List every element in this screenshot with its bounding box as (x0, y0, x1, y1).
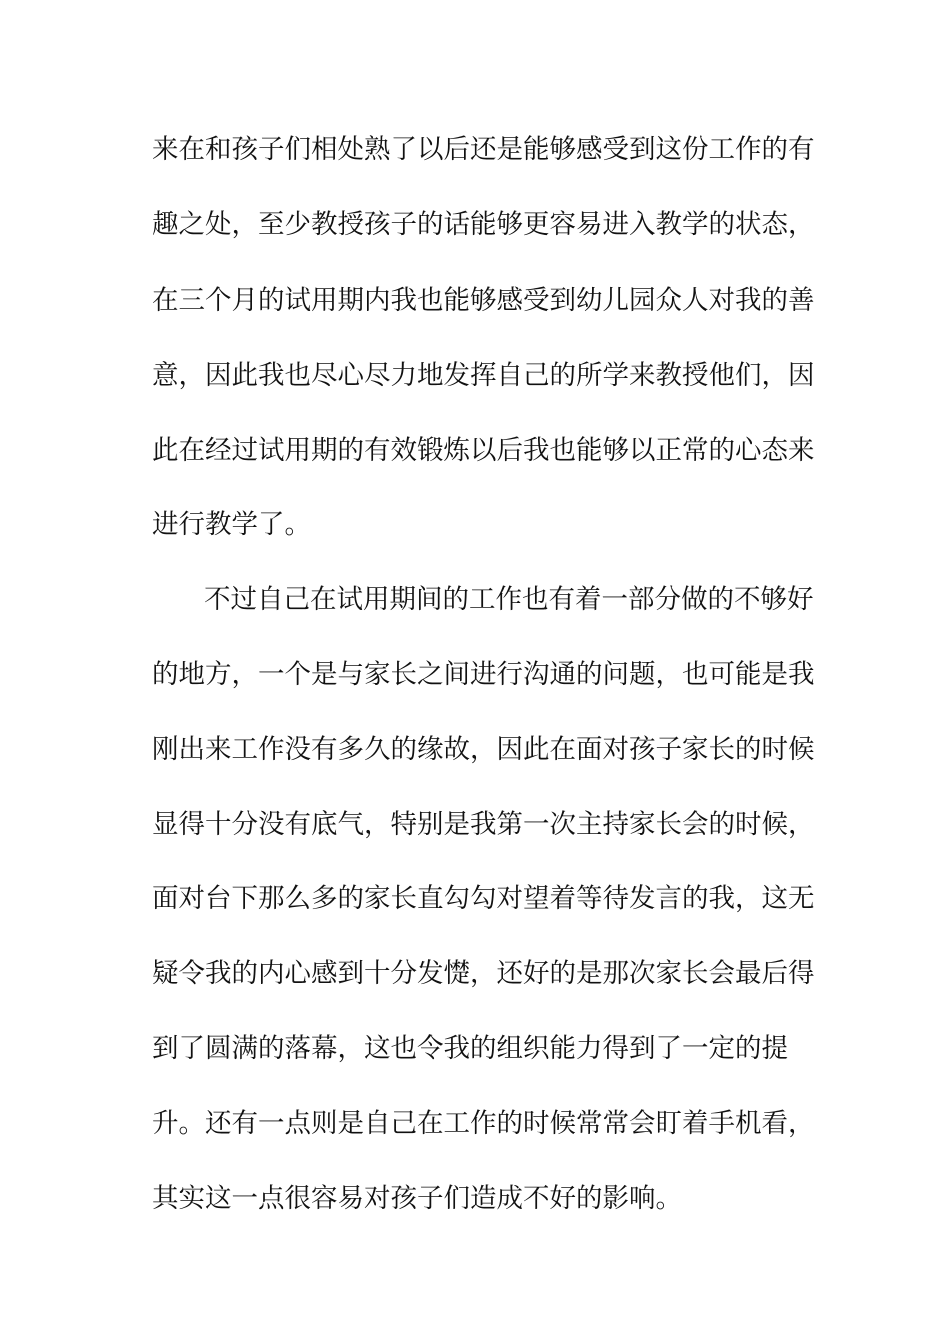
paragraph-1-line-6: 进行教学了。 (152, 509, 311, 540)
paragraph-2-line-6: 疑令我的内心感到十分发憷，还好的是那次家长会最后得 (152, 958, 815, 989)
paragraph-1-line-1: 来在和孩子们相处熟了以后还是能够感受到这份工作的有 (152, 134, 815, 165)
paragraph-1-line-3: 在三个月的试用期内我也能够感受到幼儿园众人对我的善 (152, 285, 815, 316)
paragraph-2-line-7: 到了圆满的落幕，这也令我的组织能力得到了一定的提 (152, 1033, 788, 1064)
paragraph-2-line-5: 面对台下那么多的家长直勾勾对望着等待发言的我，这无 (152, 883, 815, 914)
paragraph-1-line-5: 此在经过试用期的有效锻炼以后我也能够以正常的心态来 (152, 435, 815, 466)
paragraph-2-line-3: 刚出来工作没有多久的缘故，因此在面对孩子家长的时候 (152, 734, 815, 765)
paragraph-1-line-4: 意，因此我也尽心尽力地发挥自己的所学来教授他们，因 (152, 360, 815, 391)
paragraph-1-line-2: 趣之处，至少教授孩子的话能够更容易进入教学的状态， (152, 209, 815, 240)
paragraph-2-line-2: 的地方，一个是与家长之间进行沟通的问题，也可能是我 (152, 659, 815, 690)
paragraph-2-line-9: 其实这一点很容易对孩子们造成不好的影响。 (152, 1183, 682, 1214)
paragraph-2-line-1: 不过自己在试用期间的工作也有着一部分做的不够好 (204, 584, 814, 615)
paragraph-2-line-4: 显得十分没有底气，特别是我第一次主持家长会的时候， (152, 809, 815, 840)
paragraph-2-line-8: 升。还有一点则是自己在工作的时候常常会盯着手机看， (152, 1108, 815, 1139)
